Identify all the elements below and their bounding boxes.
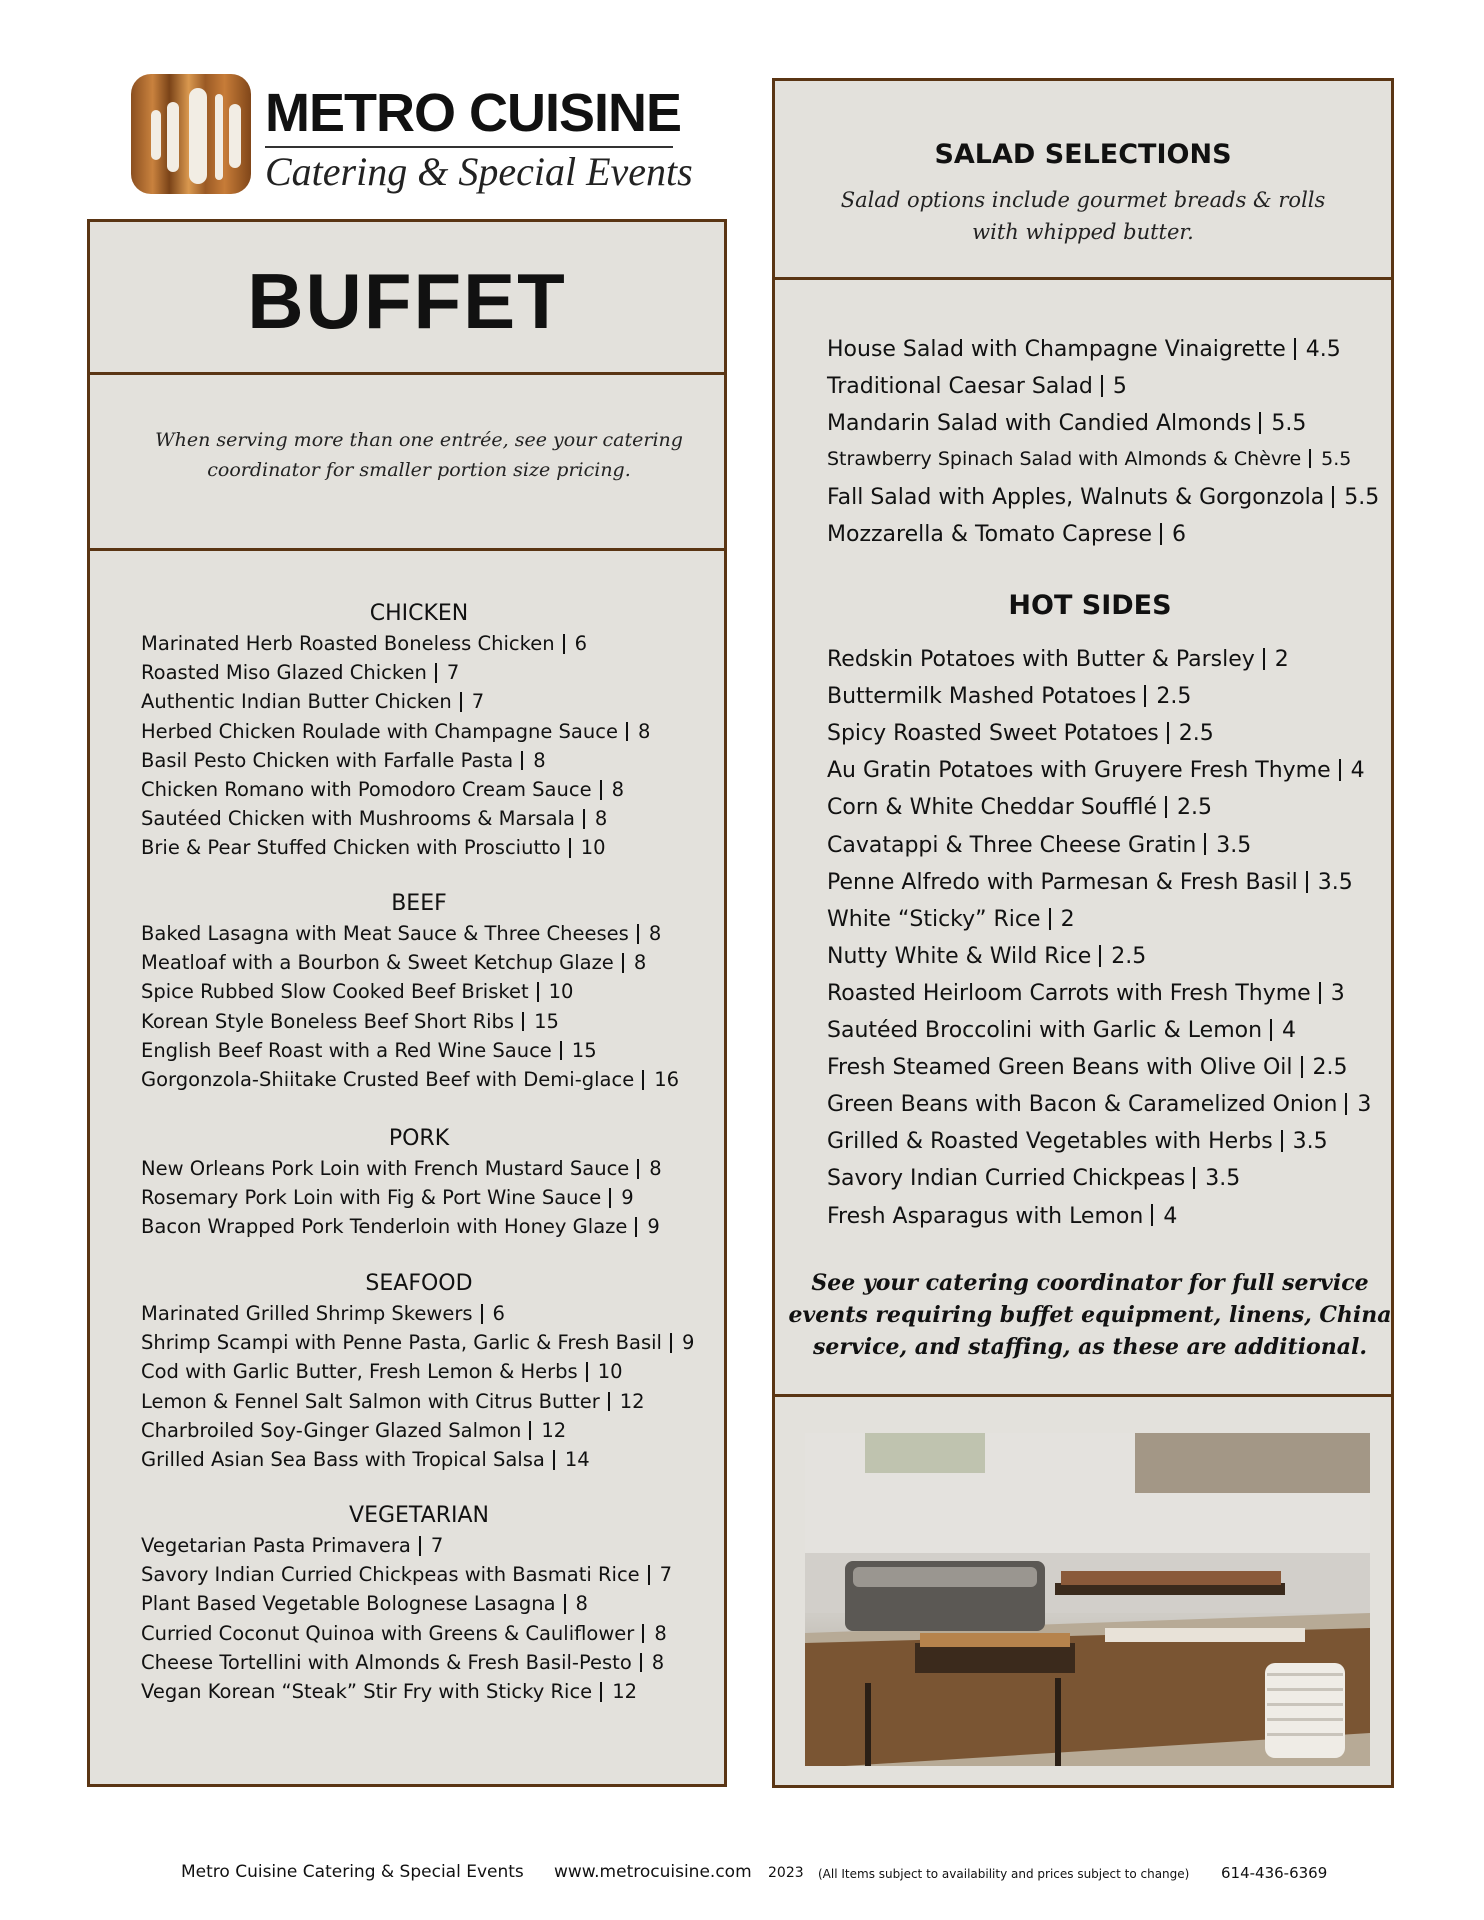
menu-item-price: 4 [1163, 1203, 1178, 1229]
menu-item [141, 749, 546, 772]
menu-item [827, 1092, 1371, 1117]
menu-item-price: 3.5 [1292, 1129, 1328, 1155]
service-note-line-2: events requiring buffet equipment, linens, China [788, 1302, 1392, 1328]
menu-item-price: 12 [619, 1389, 645, 1413]
menu-item-name: Traditional Caesar Salad [827, 374, 1093, 399]
menu-item-price: 9 [681, 1331, 695, 1355]
footer-year: 2023 [768, 1865, 804, 1881]
menu-item [141, 661, 459, 684]
menu-item-price: 9 [621, 1186, 634, 1210]
entree-section-title: PORK [388, 1126, 450, 1151]
menu-item-name: Savory Indian Curried Chickpeas with Basmati Rice [141, 1563, 640, 1587]
menu-item [141, 1010, 559, 1033]
menu-item [141, 1186, 634, 1209]
menu-item [141, 951, 646, 974]
menu-item-price: 2.5 [1156, 684, 1192, 710]
menu-item [141, 1563, 672, 1586]
salad-note [772, 184, 1394, 248]
menu-item [827, 374, 1127, 399]
menu-item-price: 12 [612, 1680, 638, 1703]
menu-item-name: Cavatappi & Three Cheese Gratin [827, 832, 1197, 858]
entree-section-title: BEEF [391, 891, 447, 916]
menu-item [827, 833, 1251, 858]
menu-item-name: Basil Pesto Chicken with Farfalle Pasta [141, 748, 514, 772]
menu-item-name: Spice Rubbed Slow Cooked Beef Brisket [141, 980, 529, 1004]
menu-item-price: 7 [446, 661, 460, 685]
menu-item [141, 922, 661, 945]
price-separator [1332, 486, 1334, 508]
menu-item [141, 980, 573, 1003]
price-separator [569, 838, 571, 858]
price-separator [1345, 1093, 1347, 1115]
price-separator [642, 1070, 644, 1090]
menu-item-price: 14 [564, 1448, 590, 1471]
footer-disclaimer: (All Items subject to availability and prices subject to change) [818, 1867, 1190, 1881]
price-separator [1101, 375, 1103, 397]
service-note-line-3: service, and staffing, as these are additional. [812, 1334, 1367, 1360]
menu-item-name: Strawberry Spinach Salad with Almonds & Chèvre [827, 448, 1302, 470]
menu-item-price: 6 [1172, 522, 1187, 547]
menu-item-price: 3 [1330, 980, 1345, 1006]
menu-item [141, 1068, 679, 1091]
price-separator [609, 1188, 611, 1208]
menu-item-price: 4 [1350, 758, 1365, 784]
photo-divider [772, 1394, 1394, 1397]
price-separator [1193, 1167, 1195, 1189]
price-separator [622, 953, 624, 973]
page-title: BUFFET [247, 257, 567, 345]
menu-item-name: Vegetarian Pasta Primavera [141, 1534, 411, 1557]
menu-item [827, 758, 1365, 783]
menu-item-name: Lemon & Fennel Salt Salmon with Citrus Butter [141, 1389, 600, 1413]
menu-item-name: Korean Style Boneless Beef Short Ribs [141, 1009, 515, 1033]
price-separator [1306, 871, 1308, 893]
price-separator [1204, 833, 1206, 855]
menu-item-name: House Salad with Champagne Vinaigrette [827, 337, 1286, 362]
price-separator [522, 1012, 524, 1032]
menu-item-price: 2.5 [1111, 943, 1147, 969]
menu-item [827, 907, 1075, 932]
buffet-photo [805, 1433, 1370, 1766]
menu-item-price: 8 [533, 748, 546, 772]
price-separator [642, 1624, 644, 1644]
menu-item-price: 12 [541, 1418, 567, 1442]
menu-item [827, 684, 1191, 709]
service-note-line-1: See your catering coordinator for full service [811, 1270, 1369, 1296]
menu-item-name: Au Gratin Potatoes with Gruyere Fresh Thyme [827, 758, 1331, 784]
menu-item [827, 795, 1212, 820]
price-separator [1294, 338, 1296, 360]
menu-item [141, 778, 624, 801]
menu-item-price: 7 [659, 1563, 673, 1587]
menu-item [827, 1204, 1177, 1229]
price-separator [608, 1392, 610, 1412]
menu-item-name: Cod with Garlic Butter, Fresh Lemon & Herbs [141, 1360, 578, 1384]
menu-item-price: 4.5 [1305, 337, 1341, 362]
menu-item-name: English Beef Roast with a Red Wine Sauce [141, 1038, 552, 1062]
menu-item [141, 1215, 660, 1238]
menu-item [141, 1331, 694, 1354]
menu-item-name: Corn & White Cheddar Soufflé [827, 795, 1157, 821]
price-separator [1099, 945, 1101, 967]
price-separator [564, 1594, 566, 1614]
price-separator [521, 751, 523, 771]
price-separator [637, 1159, 639, 1179]
price-separator [635, 1217, 637, 1237]
price-separator [1165, 796, 1167, 818]
price-separator [1263, 648, 1265, 670]
price-separator [1319, 982, 1321, 1004]
menu-item [827, 981, 1345, 1006]
menu-item-name: White “Sticky” Rice [827, 906, 1041, 932]
menu-item-name: Meatloaf with a Bourbon & Sweet Ketchup Glaze [141, 951, 614, 975]
salad-note-line-2: with whipped butter. [972, 220, 1194, 244]
footer-website[interactable]: www.metrocuisine.com [554, 1862, 752, 1882]
menu-item [827, 944, 1146, 969]
menu-item-price: 8 [637, 719, 651, 743]
price-separator [537, 982, 539, 1002]
menu-item [827, 485, 1379, 510]
menu-item-price: 3.5 [1216, 832, 1252, 858]
menu-item-price: 4 [1282, 1018, 1297, 1043]
price-separator [419, 1536, 421, 1556]
menu-item-price: 6 [574, 632, 588, 655]
price-separator [481, 1304, 483, 1324]
menu-item-price: 5.5 [1271, 411, 1307, 436]
menu-item [827, 411, 1306, 436]
entree-section-title: CHICKEN [369, 601, 469, 626]
menu-item-name: Grilled & Roasted Vegetables with Herbs [827, 1129, 1273, 1155]
menu-item-price: 8 [648, 922, 662, 945]
price-separator [1281, 1130, 1283, 1152]
utensils-icon [131, 74, 251, 194]
menu-item-price: 8 [575, 1592, 588, 1616]
price-separator [1339, 759, 1341, 781]
menu-item [827, 1129, 1328, 1154]
menu-item-price: 16 [654, 1068, 680, 1091]
menu-item-name: Savory Indian Curried Chickpeas [827, 1166, 1186, 1192]
entree-note-line-2: coordinator for smaller portion size pricing. [207, 459, 631, 481]
menu-item [141, 1419, 566, 1442]
menu-item-name: Marinated Grilled Shrimp Skewers [141, 1302, 473, 1325]
menu-item-name: Spicy Roasted Sweet Potatoes [827, 721, 1159, 747]
menu-item [141, 1360, 623, 1383]
price-separator [583, 809, 585, 829]
menu-item [827, 647, 1289, 672]
menu-item-name: Bacon Wrapped Pork Tenderloin with Honey Glaze [141, 1215, 628, 1239]
menu-item [141, 1302, 505, 1325]
menu-item-price: 2.5 [1312, 1055, 1348, 1081]
menu-item-name: Authentic Indian Butter Chicken [141, 690, 452, 714]
menu-item-name: New Orleans Pork Loin with French Mustard Sauce [141, 1157, 630, 1180]
price-separator [600, 780, 602, 800]
menu-item-price: 6 [492, 1302, 505, 1325]
price-separator [1309, 449, 1311, 468]
menu-item-price: 10 [597, 1360, 623, 1384]
menu-item [141, 1390, 645, 1413]
brand-logo [131, 72, 691, 196]
menu-item [141, 1651, 664, 1674]
menu-item [141, 1039, 597, 1062]
menu-item-name: Redskin Potatoes with Butter & Parsley [827, 647, 1255, 672]
menu-item [141, 836, 606, 859]
menu-item-name: Penne Alfredo with Parmesan & Fresh Basil [827, 869, 1298, 895]
menu-item [141, 1592, 588, 1615]
menu-item-name: Sautéed Chicken with Mushrooms & Marsala [141, 807, 575, 831]
entree-divider-top [87, 372, 727, 375]
menu-item-price: 3.5 [1205, 1166, 1241, 1192]
menu-item-name: Cheese Tortellini with Almonds & Fresh Basil-Pesto [141, 1650, 632, 1674]
menu-item-price: 10 [580, 836, 606, 860]
price-separator [1301, 1056, 1303, 1078]
price-separator [1144, 685, 1146, 707]
menu-item-name: Mozzarella & Tomato Caprese [827, 522, 1153, 547]
menu-item-price: 8 [611, 778, 624, 801]
menu-item-price: 7 [471, 690, 485, 714]
menu-item-name: Shrimp Scampi with Penne Pasta, Garlic & Fresh Basil [141, 1331, 662, 1355]
menu-item-name: Plant Based Vegetable Bolognese Lasagna [141, 1592, 556, 1616]
menu-item [141, 807, 607, 830]
menu-item-price: 9 [647, 1215, 660, 1239]
brand-name: METRO CUISINE [265, 83, 682, 143]
price-separator [529, 1421, 531, 1441]
menu-item-name: Baked Lasagna with Meat Sauce & Three Cheeses [141, 922, 629, 945]
price-separator [600, 1682, 602, 1702]
menu-item-name: Chicken Romano with Pomodoro Cream Sauce [141, 778, 592, 801]
menu-item-name: Green Beans with Bacon & Caramelized Onion [827, 1092, 1338, 1118]
menu-item [827, 1055, 1348, 1080]
menu-item-price: 7 [430, 1534, 444, 1557]
menu-item-price: 3.5 [1317, 869, 1353, 895]
footer-company: Metro Cuisine Catering & Special Events [181, 1862, 524, 1882]
price-separator [560, 1041, 562, 1061]
menu-item-price: 10 [548, 980, 574, 1004]
menu-item-price: 8 [651, 1650, 665, 1674]
menu-item [141, 1534, 443, 1557]
menu-item-price: 2.5 [1178, 721, 1214, 747]
price-separator [626, 722, 628, 742]
footer-phone: 614-436-6369 [1221, 1864, 1328, 1882]
menu-item [141, 1680, 637, 1703]
price-separator [1049, 908, 1051, 930]
menu-item-price: 15 [534, 1009, 559, 1033]
price-separator [1270, 1019, 1272, 1041]
price-separator [1259, 412, 1261, 434]
menu-item-name: Fall Salad with Apples, Walnuts & Gorgonzola [827, 485, 1325, 510]
menu-item [141, 1448, 590, 1471]
menu-item [827, 448, 1351, 470]
menu-item-price: 15 [571, 1038, 597, 1062]
entree-note-line-1: When serving more than one entrée, see your catering [155, 429, 683, 451]
menu-item [827, 1166, 1240, 1191]
menu-item-price: 5.5 [1344, 485, 1380, 510]
menu-item-name: Herbed Chicken Roulade with Champagne Sauce [141, 719, 618, 743]
price-separator [1160, 523, 1162, 545]
menu-item-price: 5 [1112, 374, 1127, 399]
menu-item-name: Mandarin Salad with Candied Almonds [827, 411, 1252, 436]
price-separator [563, 634, 565, 654]
menu-item-price: 2 [1060, 906, 1075, 932]
menu-item [141, 720, 650, 743]
entree-section-title: SEAFOOD [365, 1271, 473, 1296]
price-separator [1151, 1204, 1153, 1226]
menu-item-price: 3 [1357, 1092, 1372, 1118]
entree-section-title: VEGETARIAN [349, 1503, 489, 1528]
menu-item-price: 8 [654, 1621, 667, 1645]
menu-item [827, 337, 1341, 362]
menu-item-price: 2.5 [1177, 795, 1212, 821]
hot-sides-title: HOT SIDES [1008, 590, 1172, 621]
menu-item-name: Brie & Pear Stuffed Chicken with Prosciutto [141, 836, 561, 860]
menu-item-name: Sautéed Broccolini with Garlic & Lemon [827, 1018, 1263, 1043]
price-separator [435, 663, 437, 683]
entree-note [89, 425, 749, 485]
price-separator [586, 1362, 588, 1382]
menu-item-name: Marinated Herb Roasted Boneless Chicken [141, 632, 555, 655]
price-separator [1167, 722, 1169, 744]
menu-item-price: 8 [633, 951, 647, 975]
menu-item-name: Charbroiled Soy-Ginger Glazed Salmon [141, 1418, 522, 1442]
menu-item-price: 8 [649, 1157, 662, 1180]
salad-note-line-1: Salad options include gourmet breads & rolls [840, 188, 1326, 212]
menu-item-price: 2 [1274, 647, 1289, 672]
menu-item-name: Buttermilk Mashed Potatoes [827, 684, 1137, 710]
menu-item [141, 690, 484, 713]
menu-item-name: Roasted Miso Glazed Chicken [141, 661, 427, 685]
menu-item-price: 5.5 [1321, 448, 1352, 470]
menu-item [827, 522, 1186, 547]
menu-item-name: Roasted Heirloom Carrots with Fresh Thyme [827, 980, 1311, 1006]
menu-item [141, 632, 587, 655]
menu-item-name: Curried Coconut Quinoa with Greens & Cauliflower [141, 1621, 635, 1645]
service-note [772, 1267, 1408, 1363]
menu-item [827, 721, 1214, 746]
menu-item [141, 1157, 662, 1180]
menu-item-name: Grilled Asian Sea Bass with Tropical Salsa [141, 1448, 545, 1471]
price-separator [553, 1450, 555, 1470]
menu-item [141, 1622, 667, 1645]
price-separator [648, 1565, 650, 1585]
price-separator [637, 924, 639, 944]
menu-item-name: Fresh Steamed Green Beans with Olive Oil [827, 1055, 1293, 1081]
menu-item-name: Nutty White & Wild Rice [827, 943, 1092, 969]
salad-section-title: SALAD SELECTIONS [934, 139, 1232, 170]
menu-item-price: 8 [594, 807, 608, 831]
brand-tagline: Catering & Special Events [265, 149, 693, 194]
price-separator [670, 1333, 672, 1353]
menu-item-name: Rosemary Pork Loin with Fig & Port Wine Sauce [141, 1186, 602, 1210]
entree-divider-bottom [87, 548, 727, 551]
menu-item [827, 1018, 1296, 1043]
salad-header-divider [772, 277, 1394, 280]
menu-item [827, 870, 1353, 895]
price-separator [460, 692, 462, 712]
price-separator [640, 1653, 642, 1673]
menu-item-name: Vegan Korean “Steak” Stir Fry with Sticky Rice [141, 1680, 593, 1703]
menu-item-name: Gorgonzola-Shiitake Crusted Beef with Demi-glace [141, 1068, 635, 1091]
menu-item-name: Fresh Asparagus with Lemon [827, 1203, 1144, 1229]
